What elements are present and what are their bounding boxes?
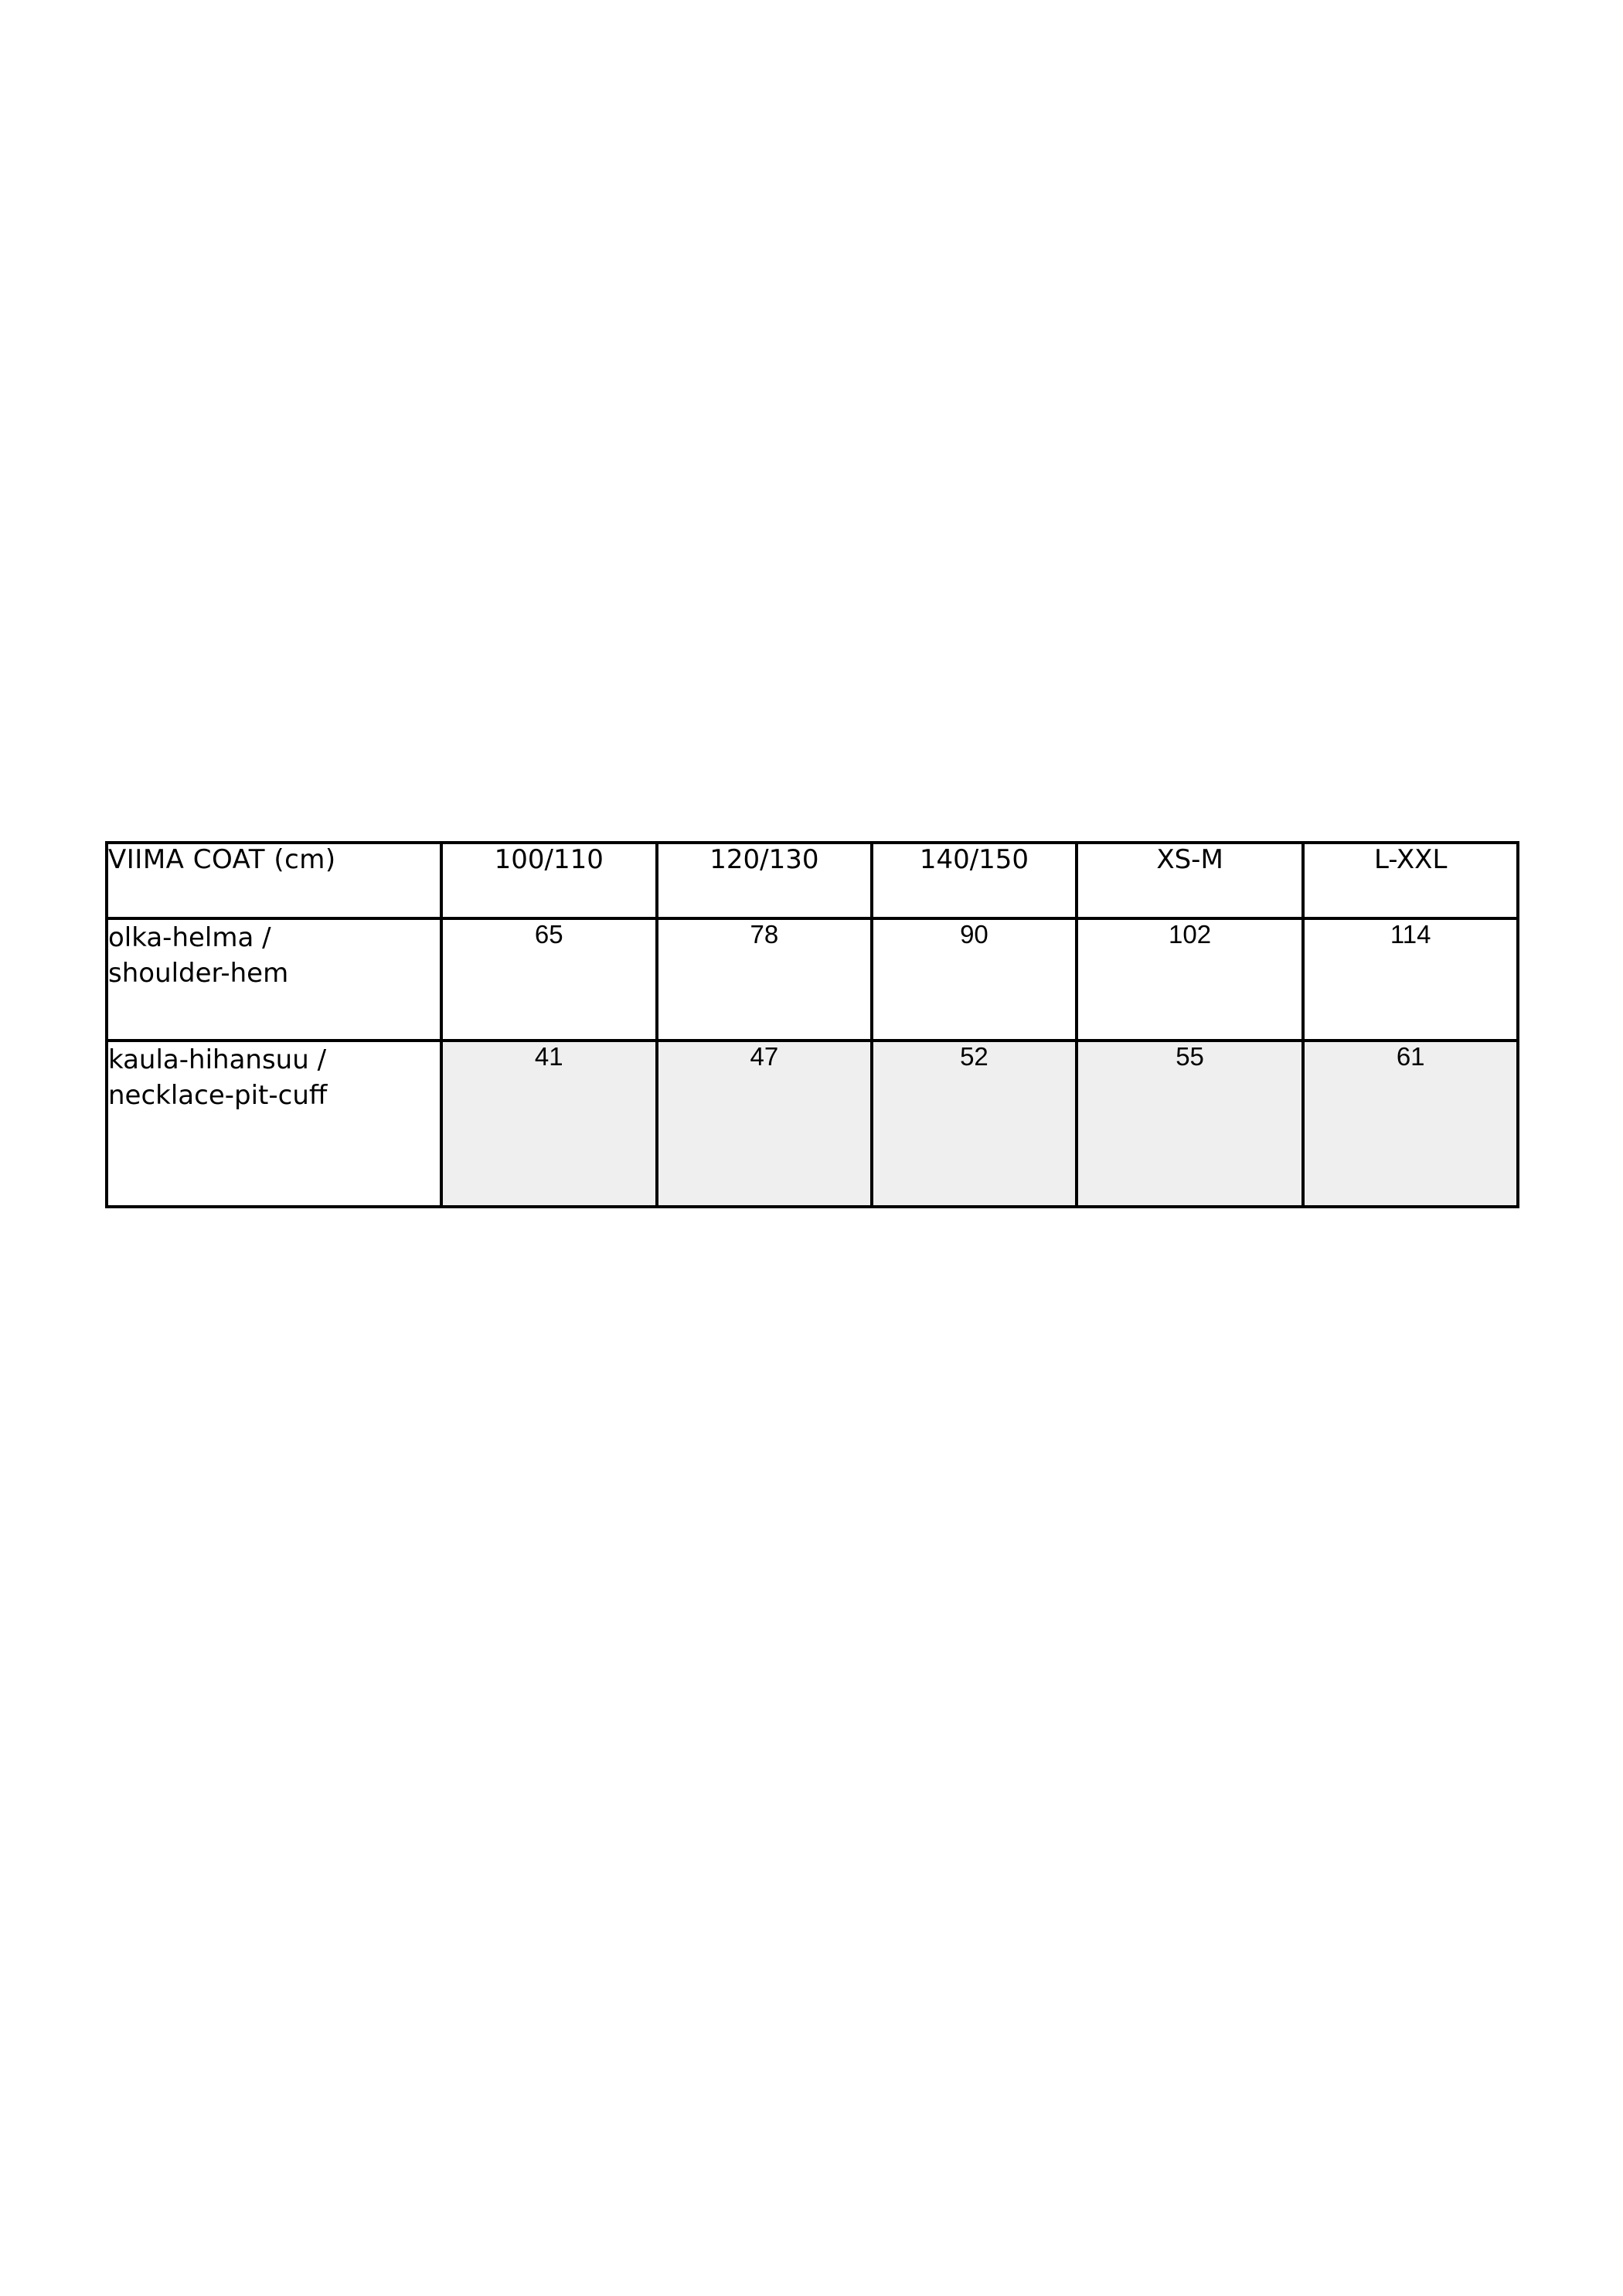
row-label-line-1: kaula-hihansuu /	[108, 1044, 327, 1075]
table-row	[107, 1041, 1518, 1207]
size-header-l-xxl: L-XXL	[1303, 843, 1518, 918]
table-cell: 114	[1303, 918, 1518, 1041]
table-cell: 90	[872, 918, 1077, 1041]
table-cell: 52	[872, 1041, 1077, 1207]
row-label-shoulder-hem	[107, 918, 441, 1041]
size-header-140-150: 140/150	[872, 843, 1077, 918]
table-cell: 78	[657, 918, 873, 1041]
table-cell: 47	[657, 1041, 873, 1207]
table-row	[107, 918, 1518, 1041]
row-label-line-1: olka-helma /	[108, 922, 271, 953]
table-cell: 65	[441, 918, 657, 1041]
size-header-120-130: 120/130	[657, 843, 873, 918]
table-title: VIIMA COAT (cm)	[107, 843, 441, 918]
table-cell: 61	[1303, 1041, 1518, 1207]
row-label-line-2: necklace-pit-cuff	[108, 1080, 328, 1111]
row-label-line-2: shoulder-hem	[108, 958, 289, 989]
size-header-xs-m: XS-M	[1077, 843, 1304, 918]
size-table	[105, 841, 1519, 1208]
table-cell: 102	[1077, 918, 1304, 1041]
size-header-100-110: 100/110	[441, 843, 657, 918]
row-label-necklace-pit-cuff	[107, 1041, 441, 1207]
table-cell: 55	[1077, 1041, 1304, 1207]
table-cell: 41	[441, 1041, 657, 1207]
table-header-row	[107, 843, 1518, 918]
